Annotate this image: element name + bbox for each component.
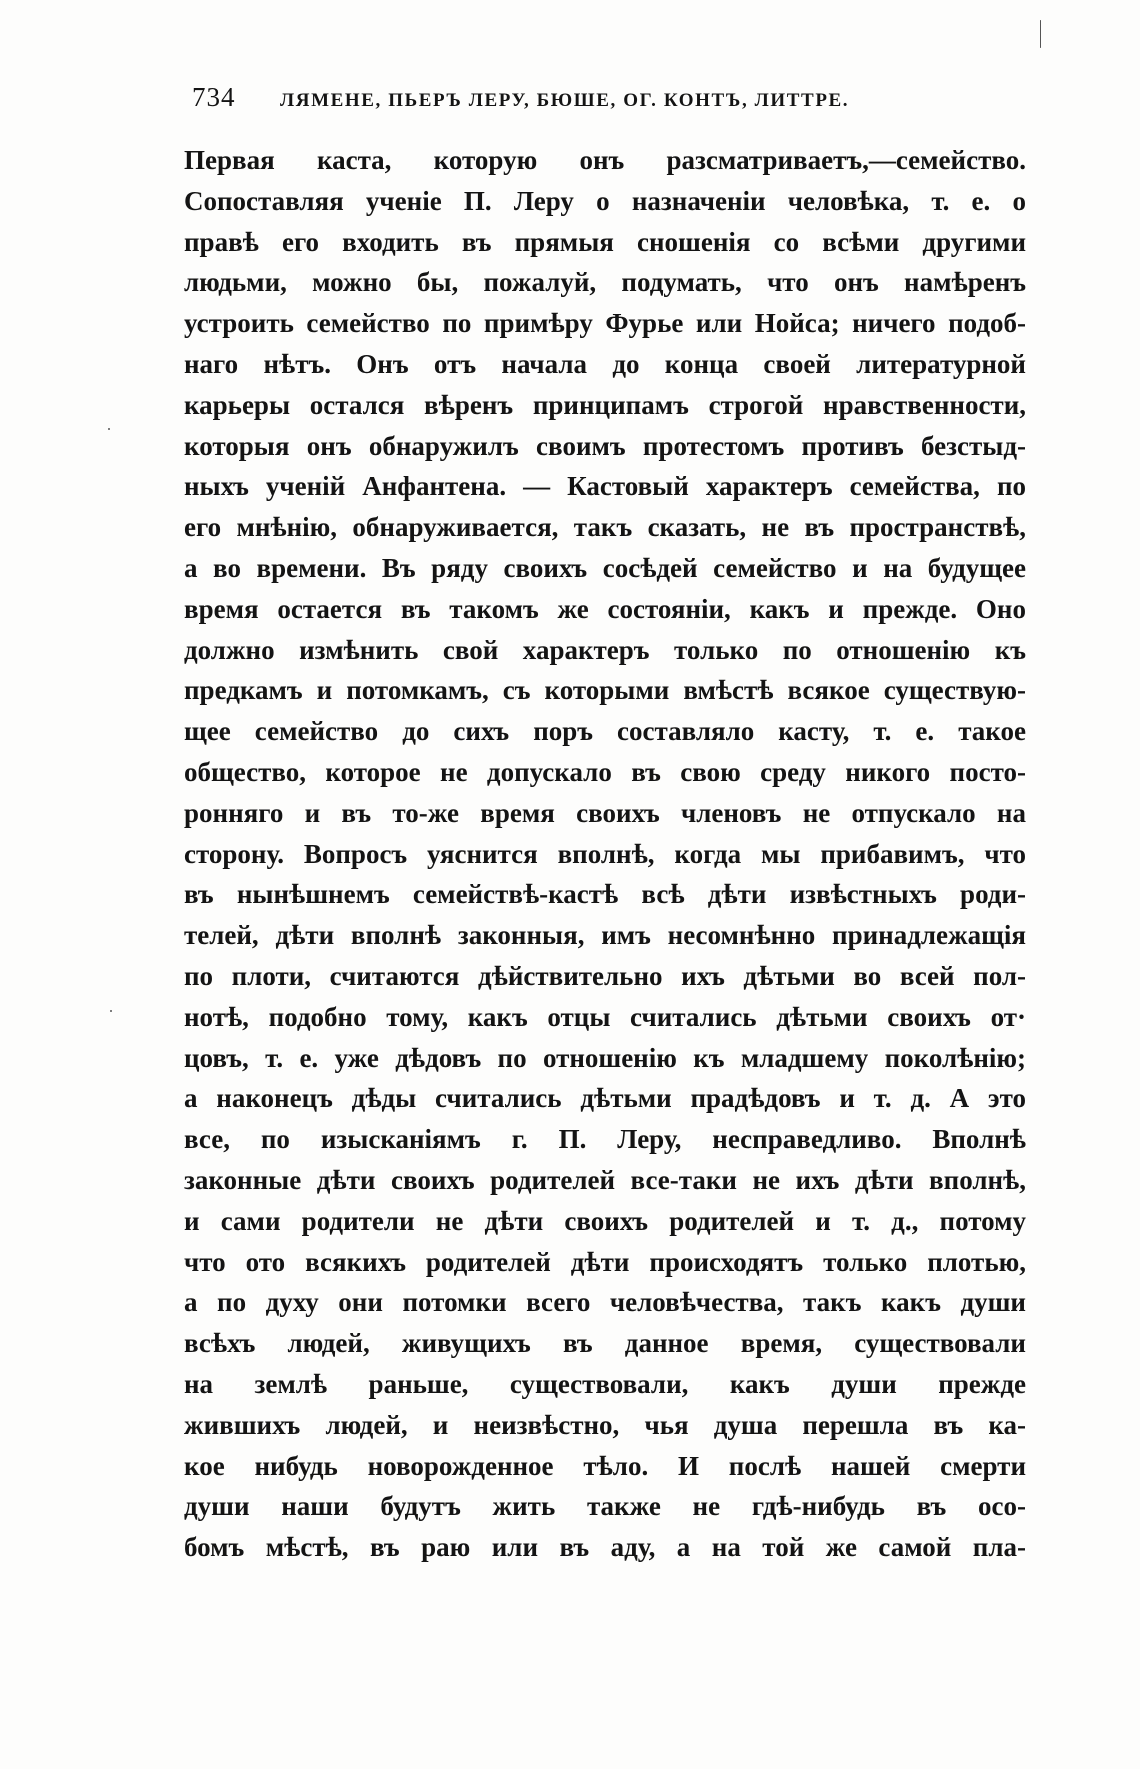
scan-edge-mark xyxy=(1040,20,1041,48)
text-line: и сами родители не дѣти своихъ родителей и т. д., потому xyxy=(184,1205,1026,1236)
scan-speck xyxy=(110,1010,112,1012)
text-line: а по духу они потомки всего человѣчества, такъ какъ души xyxy=(184,1287,1026,1318)
text-line: на землѣ раньше, существовали, какъ души прежде xyxy=(184,1368,1026,1399)
text-line: сторону. Вопросъ уяснится вполнѣ, когда мы прибавимъ, что xyxy=(184,838,1026,869)
text-line: а наконецъ дѣды считались дѣтьми прадѣдовъ и т. д. А это xyxy=(184,1083,1026,1114)
text-line: ронняго и въ то-же время своихъ членовъ не отпускало на xyxy=(184,797,1026,828)
text-line: общество, которое не допускало въ свою среду никого посто- xyxy=(184,756,1026,787)
page-number: 734 xyxy=(192,82,236,112)
scan-speck xyxy=(108,428,110,430)
text-line: карьеры остался вѣренъ принципамъ строгой нравственности, xyxy=(184,389,1026,420)
text-line: которыя онъ обнаружилъ своимъ протестомъ противъ безстыд- xyxy=(184,430,1026,461)
text-line: кое нибудь новорожденное тѣло. И послѣ нашей смерти xyxy=(184,1450,1026,1481)
text-line: души наши будутъ жить также не гдѣ-нибудь въ осо- xyxy=(184,1491,1026,1522)
text-line: телей, дѣти вполнѣ законныя, имъ несомнѣнно принадлежащія xyxy=(184,920,1026,951)
text-line: по плоти, считаются дѣйствительно ихъ дѣтьми во всей пол- xyxy=(184,960,1026,991)
text-line: правѣ его входить въ прямыя сношенія со всѣми другими xyxy=(184,226,1026,257)
text-line: всѣхъ людей, живущихъ въ данное время, существовали xyxy=(184,1328,1026,1359)
text-line: устроить семейство по примѣру Фурье или Нойса; ничего подоб- xyxy=(184,308,1026,339)
text-line: Сопоставляя ученіе П. Леру о назначеніи человѣка, т. е. о xyxy=(184,185,1026,216)
text-line: его мнѣнію, обнаруживается, такъ сказать, не въ пространствѣ, xyxy=(184,512,1026,543)
body-text xyxy=(184,140,1026,1568)
text-line: законные дѣти своихъ родителей все-таки не ихъ дѣти вполнѣ, xyxy=(184,1164,1026,1195)
text-line: должно измѣнить свой характеръ только по отношенію къ xyxy=(184,634,1026,665)
page-header xyxy=(192,82,1032,116)
text-line: ныхъ ученій Анфантена. — Кастовый характеръ семейства, по xyxy=(184,471,1026,502)
text-line: предкамъ и потомкамъ, съ которыми вмѣстѣ всякое существую- xyxy=(184,675,1026,706)
text-line: а во времени. Въ ряду своихъ сосѣдей семейство и на будущее xyxy=(184,552,1026,583)
text-line: все, по изысканіямъ г. П. Леру, несправедливо. Вполнѣ xyxy=(184,1124,1026,1155)
text-line: людьми, можно бы, пожалуй, подумать, что онъ намѣренъ xyxy=(184,267,1026,298)
text-line: жившихъ людей, и неизвѣстно, чья душа перешла въ ка- xyxy=(184,1409,1026,1440)
text-line: щее семейство до сихъ поръ составляло касту, т. е. такое xyxy=(184,716,1026,747)
text-line: Первая каста, которую онъ разсматриваетъ,—семейство. xyxy=(184,145,1026,175)
text-line: нотѣ, подобно тому, какъ отцы считались дѣтьми своихъ от· xyxy=(184,1001,1026,1032)
text-line: наго нѣтъ. Онъ отъ начала до конца своей литературной xyxy=(184,348,1026,379)
text-line: въ нынѣшнемъ семействѣ-кастѣ всѣ дѣти извѣстныхъ роди- xyxy=(184,879,1026,910)
text-line: что ото всякихъ родителей дѣти происходятъ только плотью, xyxy=(184,1246,1026,1277)
running-head: ЛЯМЕНЕ, ПЬЕРЪ ЛЕРУ, БЮШЕ, ОГ. КОНТЪ, ЛИТТРЕ. xyxy=(280,90,850,111)
text-line: цовъ, т. е. уже дѣдовъ по отношенію къ младшему поколѣнію; xyxy=(184,1042,1026,1073)
text-line: бомъ мѣстѣ, въ раю или въ аду, а на той же самой пла- xyxy=(184,1532,1026,1563)
text-line: время остается въ такомъ же состояніи, какъ и прежде. Оно xyxy=(184,593,1026,624)
